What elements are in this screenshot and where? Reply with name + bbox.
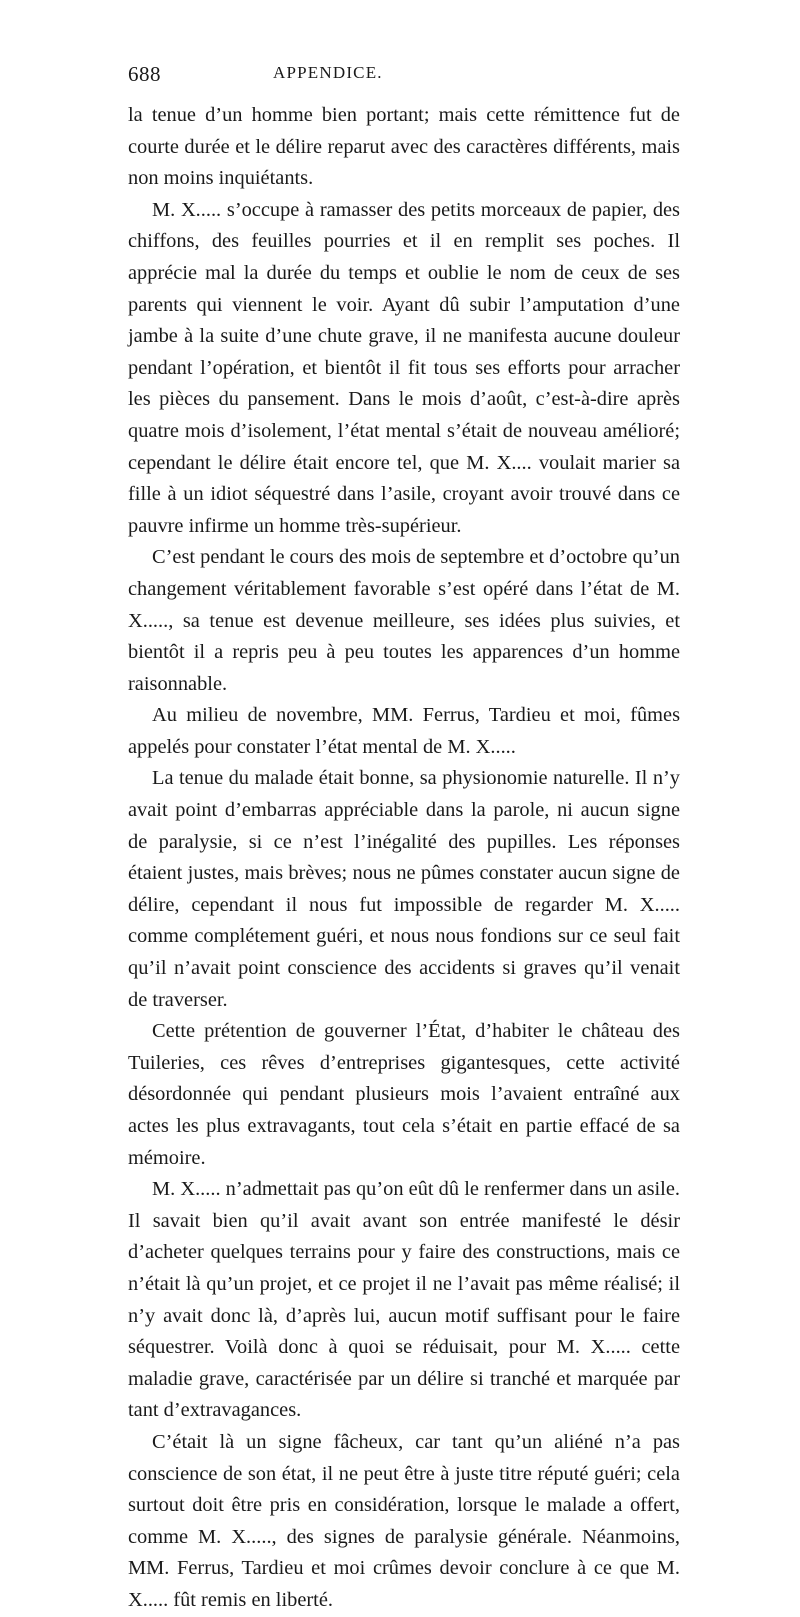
paragraph-3: C’est pendant le cours des mois de septembre et d’octobre qu’un changement véritablement favorable s’est opéré dans l’état de M. X....., sa tenue est devenue meilleure, ses idées plus suivies, et bientôt il a repris peu à peu toutes les apparences d’un homme raisonnable. bbox=[128, 546, 680, 695]
page-number: 688 bbox=[128, 62, 161, 86]
paragraph-7: M. X..... n’admettait pas qu’on eût dû le renfermer dans un asile. Il savait bien qu’il avait avant son entrée manifesté le désir d’acheter quelques terrains pour y faire des constructions, mais ce n’était là qu’un projet, et ce projet il ne l’avait pas même réalisé; il n’y avait donc là, d’après lui, aucun motif suffisant pour le faire séquestrer. Voilà donc à quoi se réduisait, pour M. X..... cette maladie grave, caractérisée par un délire si tranché et marquée par tant d’extravagances. bbox=[128, 1178, 680, 1422]
paragraph-6: Cette prétention de gouverner l’État, d’habiter le château des Tuileries, ces rêves d’entreprises gigantesques, cette activité désordonnée qui pendant plusieurs mois l’avaient entraîné aux actes les plus extravagants, tout cela s’était en partie effacé de sa mémoire. bbox=[128, 1020, 680, 1169]
page-header bbox=[128, 62, 668, 92]
paragraph-1: la tenue d’un homme bien portant; mais cette rémittence fut de courte durée et le délire reparut avec des caractères différents, mais non moins inquiétants. bbox=[128, 104, 680, 190]
running-head: APPENDICE. bbox=[273, 63, 383, 82]
body-text bbox=[128, 100, 680, 1617]
paragraph-5: La tenue du malade était bonne, sa physionomie naturelle. Il n’y avait point d’embarras appréciable dans la parole, ni aucun signe de paralysie, si ce n’est l’inégalité des pupilles. Les réponses étaient justes, mais brèves; nous ne pûmes constater aucun signe de délire, cependant il nous fut impossible de regarder M. X..... comme complétement guéri, et nous nous fondions sur ce seul fait qu’il n’avait point conscience des accidents si graves qu’il venait de traverser. bbox=[128, 767, 680, 1011]
paragraph-4: Au milieu de novembre, MM. Ferrus, Tardieu et moi, fûmes appelés pour constater l’état mental de M. X..... bbox=[128, 704, 680, 758]
paragraph-2: M. X..... s’occupe à ramasser des petits morceaux de papier, des chiffons, des feuilles pourries et il en remplit ses poches. Il apprécie mal la durée du temps et oublie le nom de ceux de ses parents qui viennent le voir. Ayant dû subir l’amputation d’une jambe à la suite d’une chute grave, il ne manifesta aucune douleur pendant l’opération, et bientôt il fit tous ses efforts pour arracher les pièces du pansement. Dans le mois d’août, c’est-à-dire après quatre mois d’isolement, l’état mental s’était de nouveau amélioré; cependant le délire était encore tel, que M. X.... voulait marier sa fille à un idiot séquestré dans l’asile, croyant avoir trouvé dans ce pauvre infirme un homme très-supérieur. bbox=[128, 198, 680, 537]
paragraph-8: C’était là un signe fâcheux, car tant qu’un aliéné n’a pas conscience de son état, il ne peut être à juste titre réputé guéri; cela surtout doit être pris en considération, lorsque le malade a offert, comme M. X....., des signes de paralysie générale. Néanmoins, MM. Ferrus, Tardieu et moi crûmes devoir conclure à ce que M. X..... fût remis en liberté. bbox=[128, 1430, 680, 1611]
